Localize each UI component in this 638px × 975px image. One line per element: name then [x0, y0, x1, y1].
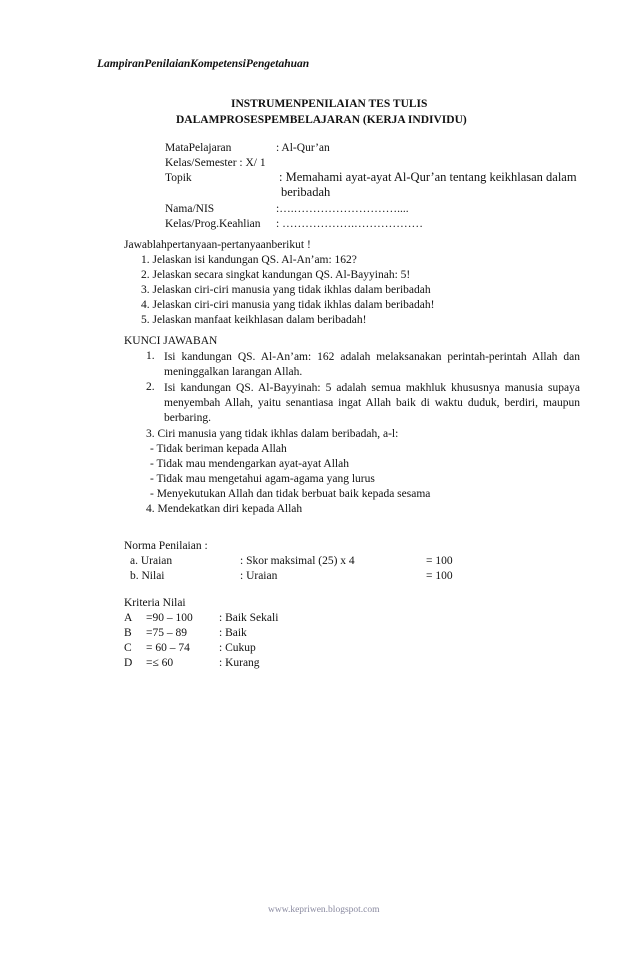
info-label-kelas-prog: Kelas/Prog.Keahlian — [165, 218, 261, 230]
question-item: 4. Jelaskan ciri-ciri manusia yang tidak ikhlas dalam beribadah! — [141, 299, 435, 311]
answers-title: KUNCI JAWABAN — [124, 335, 218, 347]
answer-4: 4. Mendekatkan diri kepada Allah — [146, 503, 303, 515]
kriteria-range: =≤ 60 — [146, 657, 174, 669]
answer-bullet: - Tidak mau mendengarkan ayat-ayat Allah — [150, 458, 349, 470]
kriteria-range: =90 – 100 — [146, 612, 193, 624]
question-item: 2. Jelaskan secara singkat kandungan QS. Al-Bayyinah: 5! — [141, 269, 411, 281]
kriteria-grade: A — [124, 612, 133, 624]
answer-bullet: - Tidak mau mengetahui agam-agama yang lurus — [150, 473, 375, 485]
norma-value-b: : Uraian — [240, 570, 278, 582]
kriteria-grade: B — [124, 627, 132, 639]
kriteria-desc: : Cukup — [219, 642, 256, 654]
info-label-kelas-semester: Kelas/Semester : X/ 1 — [165, 157, 266, 169]
question-item: 3. Jelaskan ciri-ciri manusia yang tidak ikhlas dalam beribadah — [141, 284, 431, 296]
norma-label-a: a. Uraian — [130, 555, 173, 567]
kriteria-range: = 60 – 74 — [146, 642, 190, 654]
footer-url: www.kepriwen.blogspot.com — [268, 905, 380, 915]
info-value-mapel: : Al-Qur’an — [276, 142, 330, 154]
kriteria-desc: : Kurang — [219, 657, 260, 669]
info-value-topik: : Memahami ayat-ayat Al-Qur’an tentang keikhlasan dalam — [279, 170, 577, 184]
kriteria-range: =75 – 89 — [146, 627, 187, 639]
question-item: 1. Jelaskan isi kandungan QS. Al-An’am: 162? — [141, 254, 357, 266]
info-value-nama: :….……………………….... — [276, 203, 409, 215]
document-title-line1: INSTRUMENPENILAIAN TES TULIS — [231, 98, 428, 110]
norma-label-b: b. Nilai — [130, 570, 165, 582]
answer-bullet: - Menyekutukan Allah dan tidak berbuat baik kepada sesama — [150, 488, 431, 500]
kriteria-grade: C — [124, 642, 132, 654]
kriteria-grade: D — [124, 657, 133, 669]
norma-value-a: : Skor maksimal (25) x 4 — [240, 555, 355, 567]
kriteria-desc: : Baik — [219, 627, 247, 639]
kriteria-title: Kriteria Nilai — [124, 597, 186, 609]
questions-intro: Jawablahpertanyaan-pertanyaanberikut ! — [124, 239, 311, 251]
answer-number: 1. — [146, 350, 155, 362]
question-item: 5. Jelaskan manfaat keikhlasan dalam beribadah! — [141, 314, 367, 326]
kriteria-desc: : Baik Sekali — [219, 612, 279, 624]
answer-bullet: - Tidak beriman kepada Allah — [150, 443, 287, 455]
answer-3: 3. Ciri manusia yang tidak ikhlas dalam beribadah, a-l: — [146, 428, 399, 440]
info-label-topik: Topik — [165, 172, 192, 184]
answer-2: Isi kandungan QS. Al-Bayyinah: 5 adalah semua makhluk khusus‌nya manusia supaya menyembah Allah, yaitu senantiasa ingat Allah baik di waktu duduk, berdiri, maupun berbaring. — [164, 382, 580, 424]
page-heading: LampiranPenilaianKompetensiPengetahuan — [97, 58, 310, 70]
document-title-line2: DALAMPROSESPEMBELAJARAN (KERJA INDIVIDU) — [176, 114, 467, 126]
norma-result-b: = 100 — [426, 570, 453, 582]
info-label-nama: Nama/NIS — [165, 203, 215, 215]
norma-result-a: = 100 — [426, 555, 453, 567]
answer-1: Isi kandungan QS. Al-An’am: 162 adalah melaksanakan perintah-perintah Allah dan meninggalkan larangan Allah. — [164, 351, 580, 378]
norma-title: Norma Penilaian : — [124, 540, 208, 552]
answer-number: 2. — [146, 381, 155, 393]
info-value-topik-cont: beribadah — [281, 185, 331, 199]
info-value-kelas-prog: : ……………….……………… — [276, 218, 423, 230]
info-label-mapel: MataPelajaran — [165, 142, 232, 154]
